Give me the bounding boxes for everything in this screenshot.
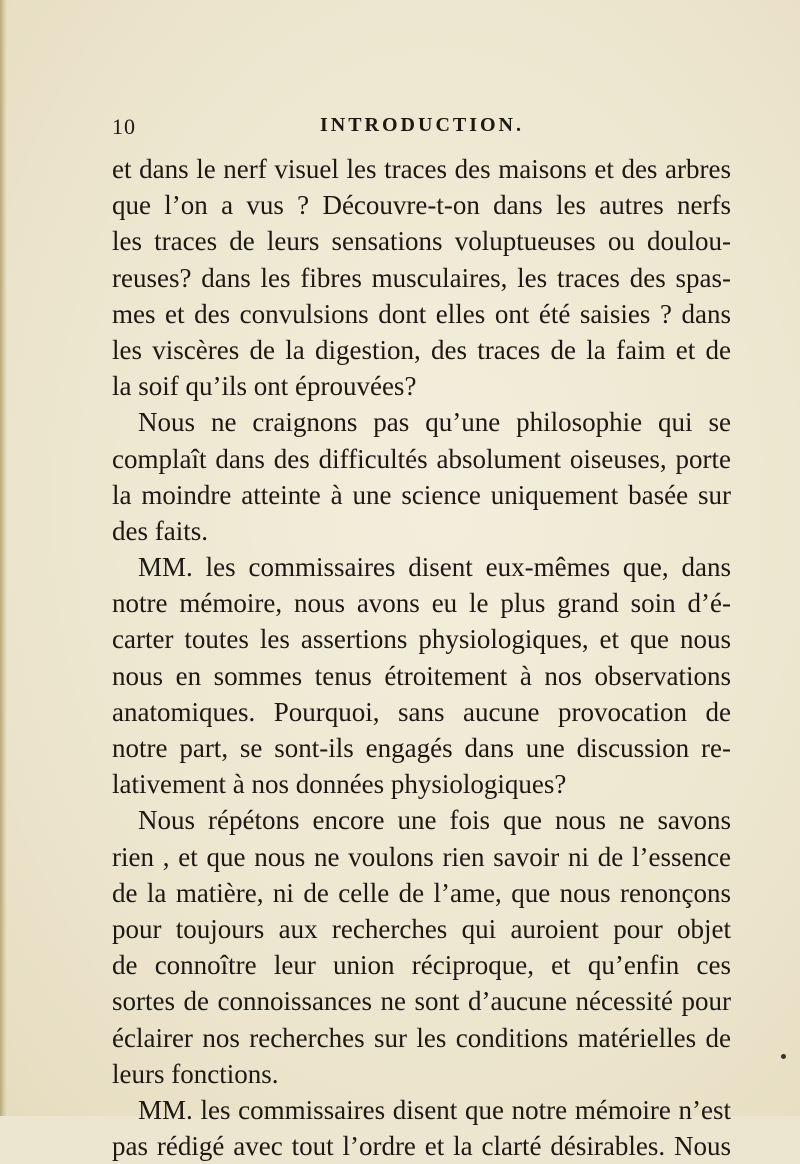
running-head: INTRODUCTION.: [319, 114, 525, 136]
text-line: de la matière, ni de celle de l’ame, que nous renonçons: [112, 877, 731, 908]
text-line: de connoître leur union réciproque, et qu’enfin ces: [112, 950, 731, 981]
text-line: pas rédigé avec tout l’ordre et la clarté désirables. Nous: [112, 1131, 731, 1162]
text-line: notre mémoire, nous avons eu le plus grand soin d’é-: [112, 588, 731, 619]
text-line: anatomiques. Pourquoi, sans aucune provocation de: [112, 696, 731, 727]
text-line: la moindre atteinte à une science uniquement basée sur: [112, 479, 731, 510]
text-line: pour toujours aux recherches qui auroient pour objet: [112, 913, 731, 944]
text-line: MM. les commissaires disent eux-mêmes que, dans: [138, 552, 731, 583]
text-line: et dans le nerf visuel les traces des maisons et des arbres: [112, 154, 731, 184]
text-line: sortes de connoissances ne sont d’aucune nécessité pour: [112, 986, 731, 1017]
text-line: carter toutes les assertions physiologiques, et que nous: [112, 624, 731, 655]
text-line: rien , et que nous ne voulons rien savoir ni de l’essence: [112, 841, 731, 872]
text-line: éclairer nos recherches sur les conditions matérielles de: [112, 1022, 731, 1053]
margin-dot: [781, 1054, 786, 1059]
text-line: reuses? dans les fibres musculaires, les traces des spas-: [112, 262, 731, 293]
text-line: les traces de leurs sensations voluptueuses ou doulou-: [112, 226, 731, 257]
text-line: les viscères de la digestion, des traces de la faim et de: [112, 334, 731, 365]
text-line: mes et des convulsions dont elles ont été saisies ? dans: [112, 298, 731, 329]
page-header: [112, 114, 732, 144]
text-line: notre part, se sont-ils engagés dans une discussion re-: [112, 733, 731, 763]
body-text: [112, 151, 731, 1164]
text-line: que l’on a vus ? Découvre-t-on dans les autres nerfs: [112, 190, 731, 221]
text-line: MM. les commissaires disent que notre mémoire n’est: [138, 1094, 731, 1125]
text-line: la soif qu’ils ont éprouvées?: [112, 371, 417, 402]
text-line: leurs fonctions.: [112, 1058, 279, 1089]
text-line: des faits.: [112, 515, 208, 546]
text-line: lativement à nos données physiologiques?: [112, 769, 567, 800]
page-number: 10: [112, 114, 136, 139]
text-line: Nous ne craignons pas qu’une philosophie qui se: [138, 407, 731, 438]
page-binding-edge: [0, 0, 7, 1116]
text-line: nous en sommes tenus étroitement à nos observations: [112, 660, 731, 691]
text-line: complaît dans des difficultés absolument oiseuses, porte: [112, 443, 731, 474]
text-line: Nous répétons encore une fois que nous ne savons: [138, 805, 731, 836]
